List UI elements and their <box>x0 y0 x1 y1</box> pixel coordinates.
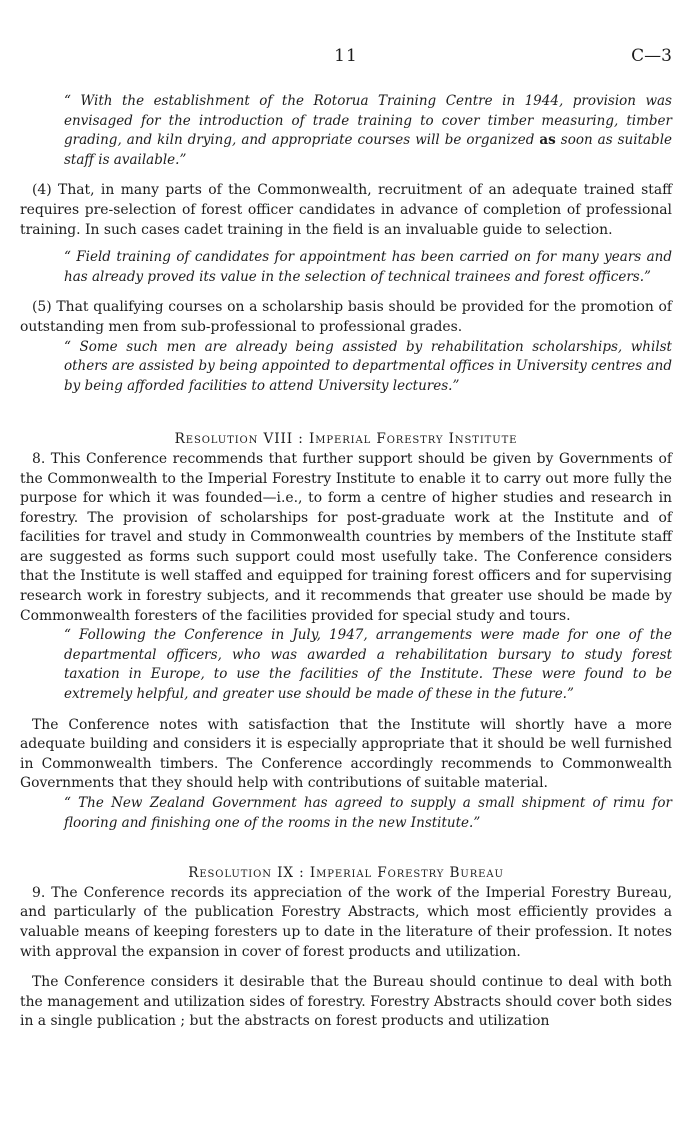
quote-field-training: “ Field training of candidates for appointment has been carried on for many years and has already proved its value in the selection of technical trainees and forest officers.” <box>64 249 672 285</box>
quote-rotorua-training-centre <box>64 92 672 170</box>
quote-text: soon as suitable staff is available.” <box>64 132 672 168</box>
paragraph-9: 9. The Conference records its appreciation of the work of the Imperial Forestry Bureau, and particularly of the publication Forestry Abstracts, which most efficiently provides a valuable means of keeping foresters up to date in the literature of their profession. It notes with approval the expansion in cover of forest products and utilization. <box>20 884 672 960</box>
quote-conference-1947: “ Following the Conference in July, 1947, arrangements were made for one of the departmental officers, who was awarded a rehabilitation bursary to study forest taxation in Europe, to use the facilities of the Institute. These were found to be extremely helpful, and greater use should be made of these in the future.” <box>64 627 672 703</box>
paragraph-5: (5) That qualifying courses on a scholarship basis should be provided for the promotion of outstanding men from sub-professional to professional grades. <box>20 299 672 335</box>
paragraph-8b: The Conference notes with satisfaction that the Institute will shortly have a more adequate building and considers it is especially appropriate that it should be well furnished in Commonwealth timbers. The Conference accordingly recommends to Commonwealth Governments that they should help with contributions of suitable material. <box>20 716 672 792</box>
paragraph-9b: The Conference considers it desirable that the Bureau should continue to deal with both the management and utilization sides of forestry. Forestry Abstracts should cover both sides in a single publication ; but the abstracts on forest products and utilization <box>20 974 672 1030</box>
resolution-viii-heading: Resolution VIII : Imperial Forestry Institute <box>174 431 518 448</box>
quote-text: “ With the establishment of the Rotorua Training Centre in 1944, provision was envisaged for the introduction of trade training to cover timber measuring, timber grading, and kiln drying, and appropriate courses will be organized <box>64 93 672 149</box>
quote-scholarships: “ Some such men are already being assisted by rehabilitation scholarships, whilst others are assisted by being appointed to departmental offices in University centres and by being afforded facilities to attend University lectures.” <box>64 338 672 394</box>
page-body <box>20 92 672 1032</box>
paragraph-4: (4) That, in many parts of the Commonwealth, recruitment of an adequate trained staff requires pre-selection of forest officer candidates in advance of completion of professional training. In such cases cadet training in the field is an invaluable guide to selection. <box>20 182 672 238</box>
document-reference: C—3 <box>631 46 672 66</box>
paragraph-8: 8. This Conference recommends that further support should be given by Governments of the Commonwealth to the Imperial Forestry Institute to enable it to carry out more fully the purpose for which it was founded—i.e., to form a centre of higher studies and research in forestry. The provision of scholarships for post-graduate work at the Institute and of facilities for travel and study in Commonwealth countries by members of the Institute staff are suggested as forms such support could most usefully take. The Conference considers that the Institute is well staffed and equipped for training forest officers and for supervising research work in forestry subjects, and it recommends that greater use should be made by Commonwealth foresters of the facilities provided for special study and tours. <box>20 450 672 624</box>
resolution-ix-heading: Resolution IX : Imperial Forestry Bureau <box>188 865 504 882</box>
page-number: 11 <box>334 46 358 66</box>
quote-rimu-shipment: “ The New Zealand Government has agreed to supply a small shipment of rimu for flooring and finishing one of the rooms in the new Institute.” <box>64 795 672 831</box>
quote-bold-word: as <box>539 132 556 149</box>
page-header <box>20 46 672 72</box>
